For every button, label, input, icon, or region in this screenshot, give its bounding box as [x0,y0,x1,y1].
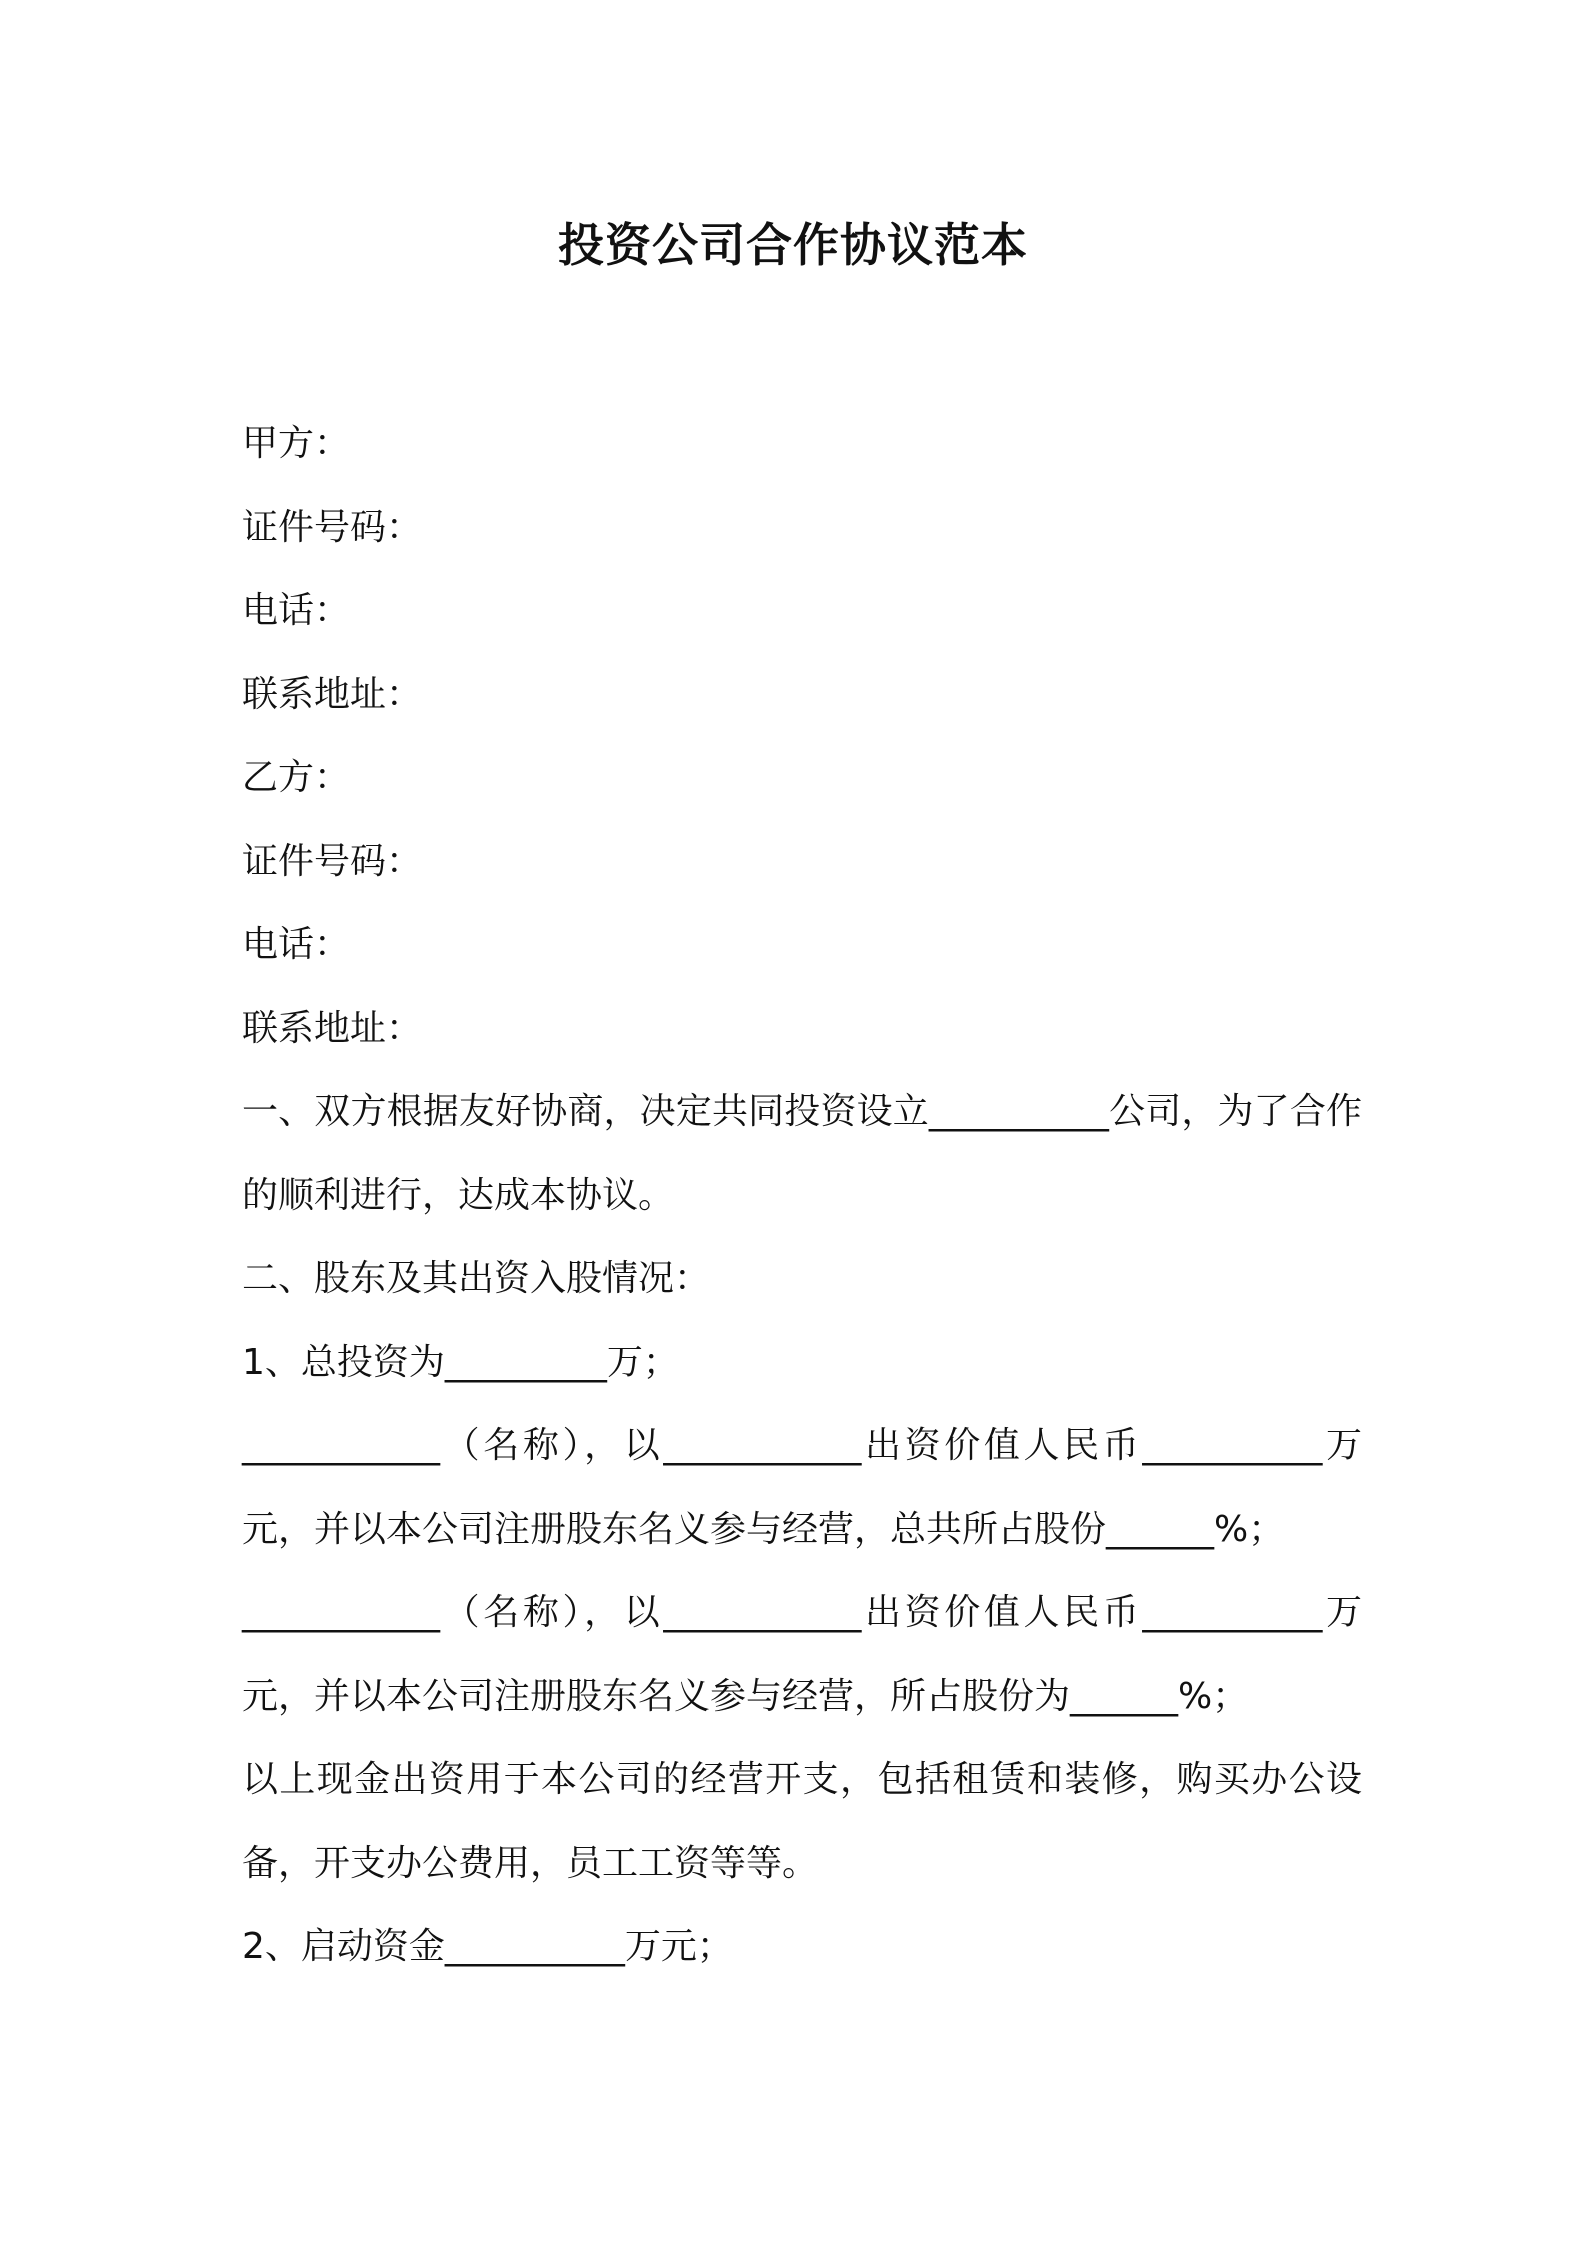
clause-1: 一、双方根据友好协商，决定共同投资设立__________公司，为了合作的顺利进行，达成本协议。 [242,1091,1362,1216]
item-1-total-investment: 1、总投资为_________万； [242,1341,679,1383]
party-b-phone-label: 电话： [242,924,351,965]
party-b-address-label: 联系地址： [242,1007,423,1049]
item-2-startup-capital: 2、启动资金__________万元； [242,1926,733,1967]
cash-usage-note: 以上现金出资用于本公司的经营开支，包括租赁和装修，购买办公设备，开支办公费用，员工工资等等。 [242,1759,1362,1884]
party-a-id-label: 证件号码： [242,506,423,548]
shareholder-1-contribution: ___________（名称），以___________出资价值人民币__________万元，并以本公司注册股东名义参与经营，总共所占股份______%； [242,1425,1362,1550]
shareholder-2-contribution: ___________（名称），以___________出资价值人民币__________万元，并以本公司注册股东名义参与经营，所占股份为______%； [242,1592,1362,1717]
clause-2-heading: 二、股东及其出资入股情况： [242,1258,711,1299]
party-a-address-label: 联系地址： [242,673,423,715]
document-body [242,402,1362,1989]
party-b-label: 乙方： [242,757,351,798]
party-b-id-label: 证件号码： [242,840,423,882]
party-a-phone-label: 电话： [242,590,351,631]
document-title: 投资公司合作协议范本 [558,218,1028,272]
party-a-label: 甲方： [242,423,351,464]
